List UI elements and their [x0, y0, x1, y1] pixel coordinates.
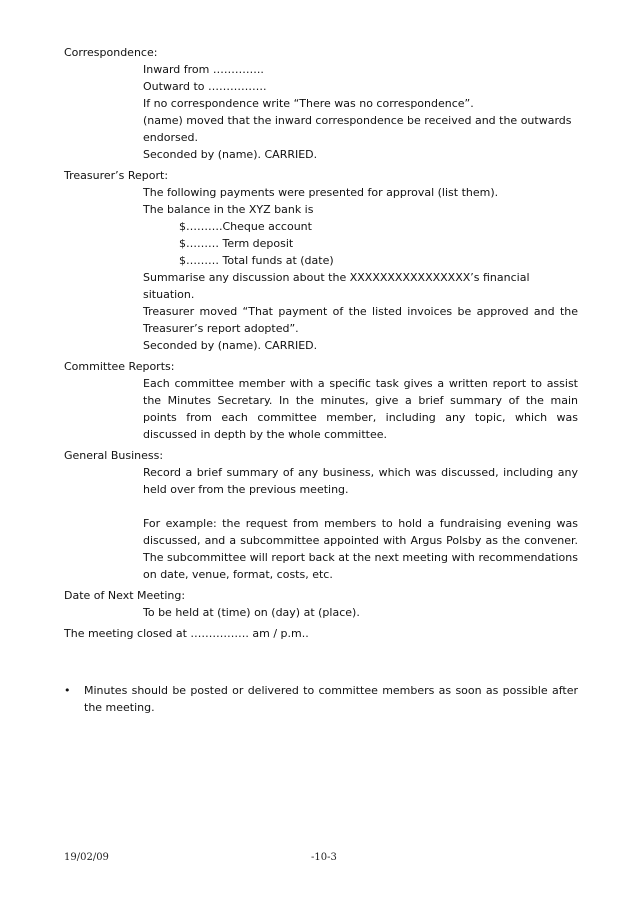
footer-date: 19/02/09 [64, 852, 109, 863]
balance-total [179, 252, 578, 269]
balance-label: Term deposit [222, 237, 294, 250]
balance-term [179, 235, 578, 252]
balance-label: Total funds at (date) [222, 254, 334, 267]
treasurer-seconded: Seconded by (name). CARRIED. [143, 339, 318, 352]
committee-heading: Committee Reports: [64, 360, 175, 373]
treasurer-motion: Treasurer moved “That payment of the listed invoices be approved and the Treasurer’s report adopted”. [143, 305, 578, 335]
bullet-note [64, 682, 578, 716]
correspondence-seconded: Seconded by (name). CARRIED. [143, 148, 318, 161]
general-business-example: For example: the request from members to hold a fundraising evening was discussed, and a subcommittee appointed with Argus Polsby as the convener. The subcommittee will report back at the next meeting with recommendations on date, venue, format, costs, etc. [143, 517, 578, 581]
general-business-section [64, 447, 578, 583]
treasurer-section [64, 167, 578, 354]
correspondence-section [64, 44, 578, 163]
treasurer-balance-intro: The balance in the XYZ bank is [143, 203, 314, 216]
balance-amount: $……… [179, 254, 219, 267]
committee-text: Each committee member with a specific task gives a written report to assist the Minutes Secretary. In the minutes, give a brief summary of the main points from each committee member, including any topic, which was discussed in depth by the whole committee. [143, 377, 578, 441]
treasurer-heading: Treasurer’s Report: [64, 169, 169, 182]
balance-amount: $………. [179, 220, 223, 233]
balance-label: Cheque account [222, 220, 312, 233]
correspondence-motion: (name) moved that the inward correspondence be received and the outwards endorsed. [143, 114, 572, 144]
treasurer-summary: Summarise any discussion about the XXXXXXXXXXXXXXXX’s financial situation. [143, 271, 530, 301]
correspondence-none-note: If no correspondence write “There was no correspondence”. [143, 97, 474, 110]
balance-cheque [179, 218, 578, 235]
next-meeting-heading: Date of Next Meeting: [64, 589, 186, 602]
document-page [64, 44, 578, 716]
committee-section [64, 358, 578, 443]
meeting-closed: The meeting closed at ……………. am / p.m.. [64, 627, 309, 640]
bullet-icon: • [64, 684, 71, 697]
correspondence-heading: Correspondence: [64, 46, 158, 59]
general-business-heading: General Business: [64, 449, 164, 462]
footer-page-number: -10-3 [311, 852, 337, 863]
correspondence-inward: Inward from ………….. [143, 63, 264, 76]
next-meeting-section [64, 587, 578, 621]
page-footer [64, 852, 578, 866]
general-business-text: Record a brief summary of any business, which was discussed, including any held over from the previous meeting. [143, 466, 578, 496]
next-meeting-text: To be held at (time) on (day) at (place). [143, 606, 360, 619]
treasurer-payments: The following payments were presented for approval (list them). [143, 186, 499, 199]
correspondence-outward: Outward to ……………. [143, 80, 267, 93]
bullet-text: Minutes should be posted or delivered to committee members as soon as possible after the meeting. [84, 684, 578, 714]
balance-amount: $……… [179, 237, 219, 250]
